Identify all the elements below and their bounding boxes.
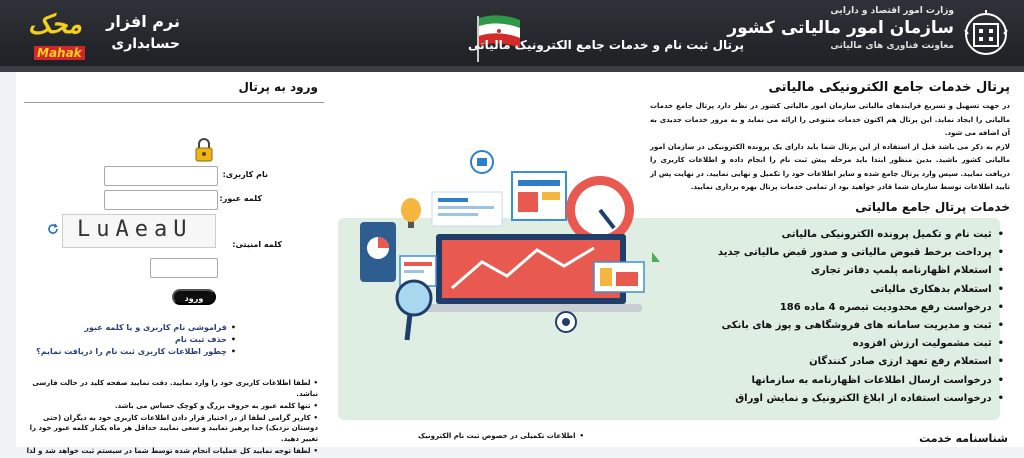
login-note: • لطفا اطلاعات کاربری خود را وارد نمایید. دقت نمایید صفحه کلید در حالت فارسی نباشد.: [18, 378, 318, 399]
lock-icon: [194, 138, 214, 162]
login-note: • تنها کلمه عبور به حروف بزرگ و کوچک حساس می باشد.: [18, 401, 318, 412]
intro-text: [650, 100, 1010, 195]
login-links: [36, 322, 236, 358]
login-notes: [18, 378, 318, 458]
service-item[interactable]: • استعلام بدهکاری مالیاتی: [718, 281, 1004, 299]
services-list: [718, 226, 1004, 408]
brand-title: نرم افزار: [106, 12, 180, 31]
password-label: کلمه عبور:: [219, 194, 262, 203]
brand-logo-latin: Mahak: [34, 46, 85, 60]
service-item[interactable]: • ثبت مشمولیت ارزش افزوده: [718, 335, 1004, 353]
how-to-get-credentials-link[interactable]: • چطور اطلاعات کاربری ثبت نام را دریافت نمایم؟: [36, 346, 236, 358]
registration-info-link[interactable]: • اطلاعات تکمیلی در خصوص ثبت نام الکترونیک: [418, 432, 584, 440]
username-input[interactable]: [104, 166, 218, 186]
main-content: [330, 72, 1024, 447]
department-name: معاونت فناوری های مالیاتی: [830, 41, 954, 51]
captcha-label: کلمه امنیتی:: [232, 240, 282, 249]
organization-block: [714, 6, 954, 51]
username-label: نام کاربری:: [222, 170, 268, 179]
login-button[interactable]: ورود: [172, 289, 216, 305]
login-title: ورود به پرتال: [238, 80, 318, 94]
iran-flag-icon: [474, 12, 522, 62]
service-item[interactable]: • درخواست رفع محدودیت تبصره 4 ماده 186: [718, 299, 1004, 317]
service-item[interactable]: • پرداخت برخط قبوض مالیاتی و صدور قبض مالیاتی جدید: [718, 244, 1004, 262]
organization-name: سازمان امور مالیاتی کشور: [727, 18, 954, 38]
login-note: • کاربر گرامی لطفا از در اختیار قرار دادن اطلاعات کاربری خود به دیگران (حتی دوستان نزدیک) جدا پرهیز نمایید و سعی نمایید حداقل هر ماه یکبار کلمه عبور خود را تغییر دهید.: [18, 413, 318, 445]
service-id-card-title: شناسنامه خدمت: [919, 432, 1008, 445]
forgot-credentials-link[interactable]: • فراموشی نام کاربری و یا کلمه عبور: [36, 322, 236, 334]
site-header: [0, 0, 1024, 72]
password-input[interactable]: [104, 190, 218, 210]
mahak-brand[interactable]: [24, 6, 184, 68]
service-item[interactable]: • استعلام رفع تعهد ارزی صادر کنندگان: [718, 353, 1004, 371]
service-item[interactable]: • درخواست ارسال اطلاعات اظهارنامه به سازمانها: [718, 372, 1004, 390]
service-item[interactable]: • ثبت و مدیریت سامانه های فروشگاهی و پوز های بانکی: [718, 317, 1004, 335]
service-item[interactable]: • درخواست استفاده از ابلاغ الکترونیک و نمایش اوراق: [718, 390, 1004, 408]
captcha-input[interactable]: [150, 258, 218, 278]
intro-paragraph: در جهت تسهیل و تسریع فرایندهای مالیاتی سازمان امور مالیاتی کشور در نظر دارد پرتال جامع خدمات مالیاتی را ایجاد نماید. این پرتال هم اکنون خدمات متنوعی را ارائه می نماید و به مرور خدمات جدیدی به آن اضافه می شود.: [650, 102, 1010, 137]
service-item[interactable]: • استعلام اظهارنامه پلمپ دفاتر تجاری: [718, 262, 1004, 280]
brand-subtitle: حسابداری: [111, 36, 180, 52]
login-divider: [24, 102, 324, 103]
services-title: خدمات پرتال جامع مالیاتی: [855, 200, 1010, 214]
service-item[interactable]: • ثبت نام و تکمیل پرونده الکترونیکی مالیاتی: [718, 226, 1004, 244]
captcha-image: LuAeaU: [62, 214, 216, 248]
brand-logo-text: محک: [28, 10, 82, 40]
intro-paragraph: لازم به ذکر می باشد قبل از استفاده از این پرتال شما باید دارای یک پرونده الکترونیکی در سازمان امور مالیاتی کشور باشید. بدین منظور ابتدا باید مرحله پیش ثبت نام را انجام داده و اطلاعات کاربری را دریافت نمایید. سپس وارد پرتال جامع شده و سایر اطلاعات خود را تکمیل و نهایی نمایید. در نهایت پس از تایید اطلاعات توسط سازمان شما قادر خواهید بود از تمامی خدمات پرتال بهره برداری نمایید.: [650, 142, 1010, 191]
tax-organization-emblem-icon: [964, 10, 1008, 60]
page-title: پرتال خدمات جامع الکترونیکی مالیاتی: [768, 80, 1010, 95]
digital-services-illustration: [342, 152, 662, 352]
login-panel: [16, 72, 332, 455]
delete-registration-link[interactable]: • حذف ثبت نام: [36, 334, 236, 346]
portal-title: پرتال ثبت نام و خدمات جامع الکترونیک مالیاتی: [468, 38, 744, 52]
ministry-name: وزارت امور اقتصاد و دارایی: [830, 6, 954, 16]
refresh-captcha-icon[interactable]: [46, 222, 60, 236]
login-note: • لطفا توجه نمایید کل عملیات انجام شده توسط شما در سیستم ثبت خواهد شد و لذا: [18, 446, 318, 457]
